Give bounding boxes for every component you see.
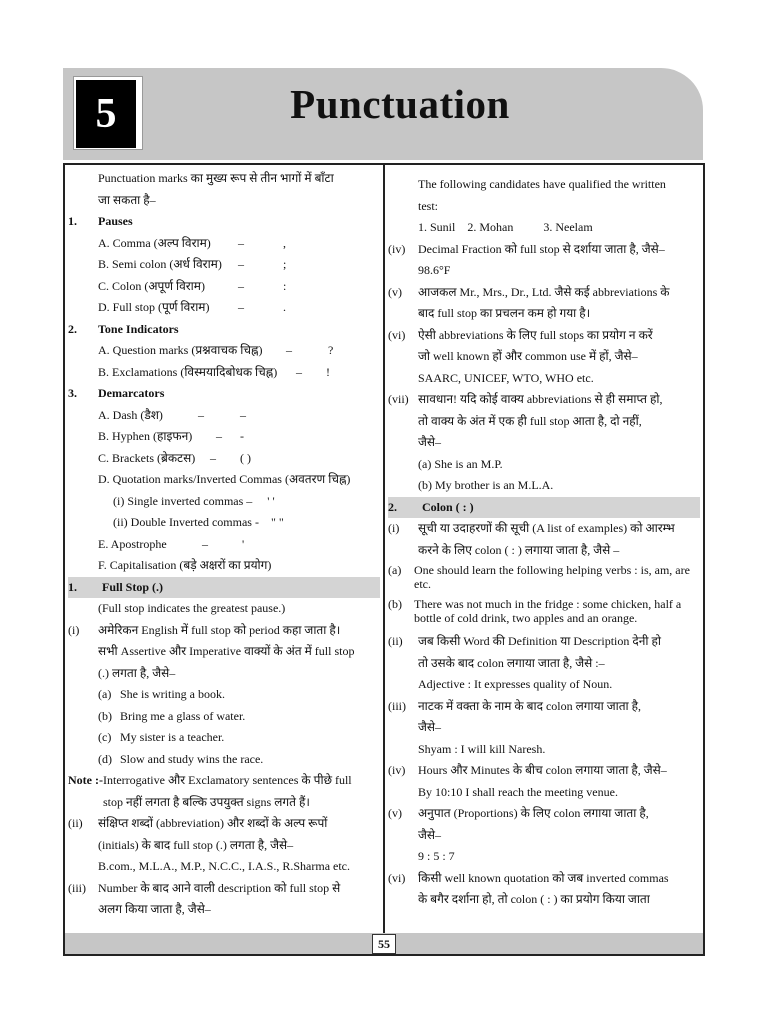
list-item: A. Dash (डैश) – – xyxy=(98,407,246,422)
section-heading: 3. Demarcators xyxy=(68,386,165,400)
list-item: A. Question marks (प्रश्नवाचक चिह्न) – ? xyxy=(98,343,334,357)
subsection-heading: 2. Colon ( : ) xyxy=(388,497,700,519)
list-item: (i) Single inverted commas – ' ' xyxy=(113,493,275,508)
intro-line: जा सकता है– xyxy=(98,192,156,207)
example: (b) There was not much in the fridge : some chicken, half a bottle of cold drink, two apples and an orange. xyxy=(388,597,682,625)
rule-item: (vii) सावधान! यदि कोई वाक्य abbreviations से ही समाप्त हो, तो वाक्य के अंत में एक ही full stop आता है, दो नहीं, जैसे– (a) She is an M.P. (b) My brother is an M.L.A. xyxy=(388,392,663,492)
example: (b) Bring me a glass of water. xyxy=(98,708,246,723)
list-item: B. Hyphen (हाइफन) – - xyxy=(98,429,244,443)
paragraph: test: xyxy=(418,198,438,213)
list-item: D. Full stop (पूर्ण विराम) – . xyxy=(98,300,286,314)
rule-item: (vi) ऐसी abbreviations के लिए full stops का प्रयोग न करें जो well known हों और common use में हों, जैसे– SAARC, UNICEF, WTO, WHO etc. xyxy=(388,327,653,385)
chapter-number: 5 xyxy=(76,80,136,148)
section-heading: 2. Tone Indicators xyxy=(68,321,179,336)
paragraph: The following candidates have qualified the written xyxy=(418,177,666,191)
rule-item: (v) अनुपात (Proportions) के लिए colon लगाया जाता है, जैसे– 9 : 5 : 7 xyxy=(388,806,649,863)
list-item: A. Comma (अल्प विराम) – , xyxy=(98,235,286,250)
rule-item: (vi) किसी well known quotation को जब inverted commas के बगैर दर्शाना हो, तो colon ( : ) का प्रयोग किया जाता xyxy=(388,870,669,906)
list-item: D. Quotation marks/Inverted Commas (अवतरण चिह्न) xyxy=(98,472,351,486)
example: (d) Slow and study wins the race. xyxy=(98,751,264,766)
rule-item: (iv) Hours और Minutes के बीच colon लगाया जाता है, जैसे– By 10:10 I shall reach the meeting venue. xyxy=(388,763,667,799)
list-item: (ii) Double Inverted commas - " " xyxy=(113,515,284,529)
list-item: B. Exclamations (विस्मयादिबोधक चिह्न) – ! xyxy=(98,364,330,379)
rule-item: (v) आजकल Mr., Mrs., Dr., Ltd. जैसे कई abbreviations के बाद full stop का प्रचलन कम हो गया है। xyxy=(388,284,670,320)
list-item: C. Colon (अपूर्ण विराम) – : xyxy=(98,278,287,293)
paragraph: 1. Sunil 2. Mohan 3. Neelam xyxy=(418,220,593,234)
list-item: E. Apostrophe – ' xyxy=(98,536,245,551)
paragraph: (Full stop indicates the greatest pause.) xyxy=(98,601,286,615)
rule-item: (iv) Decimal Fraction को full stop से दर्शाया जाता है, जैसे– 98.6°F xyxy=(388,241,665,277)
column-divider xyxy=(383,163,385,933)
chapter-title: Punctuation xyxy=(290,81,510,127)
section-heading: 1. Pauses xyxy=(68,214,133,228)
rule-item: (iii) नाटक में वक्ता के नाम के बाद colon लगाया जाता है, जैसे– Shyam : I will kill Naresh. xyxy=(388,698,642,756)
intro-line: Punctuation marks का मुख्य रूप से तीन भागों में बाँटा xyxy=(98,171,334,185)
list-item: F. Capitalisation (बड़े अक्षरों का प्रयोग) xyxy=(98,558,272,572)
rule-item: (i) सूची या उदाहरणों की सूची (A list of examples) को आरम्भ करने के लिए colon ( : ) लगाया जाता है, जैसे – xyxy=(388,521,675,557)
subsection-heading: 1. Full Stop (.) xyxy=(68,577,380,599)
list-item: B. Semi colon (अर्ध विराम) – ; xyxy=(98,257,287,271)
example: (c) My sister is a teacher. xyxy=(98,730,225,744)
page-number: 55 xyxy=(372,934,396,954)
right-column xyxy=(388,168,700,911)
example: (a) She is writing a book. xyxy=(98,687,225,701)
rule-item: (iii) Number के बाद आने वाली description को full stop से अलग किया जाता है, जैसे– xyxy=(68,880,341,916)
rule-item: (ii) संक्षिप्त शब्दों (abbreviation) और शब्दों के अल्प रूपों (initials) के बाद full stop (.) लगता है, जैसे– B.com., M.L.A., M.P., N.C.C., I.A.S., R.Sharma etc. xyxy=(68,816,350,873)
rule-item: (ii) जब किसी Word की Definition या Description देनी हो तो उसके बाद colon लगाया जाता है, जैसे :– Adjective : It expresses quality of Noun. xyxy=(388,634,661,691)
note: Note :- Interrogative और Exclamatory sentences के पीछे full stop नहीं लगता है बल्कि उपयुक्त signs लगते हैं। xyxy=(68,773,352,809)
left-column xyxy=(68,168,380,921)
example: (a) One should learn the following helping verbs : is, am, are etc. xyxy=(388,563,690,591)
rule-item: (i) अमेरिकन English में full stop को period कहा जाता है। सभी Assertive और Imperative वाक्यों के अंत में full stop (.) लगता है, जैसे– xyxy=(68,622,355,680)
list-item: C. Brackets (ब्रेकटस) – ( ) xyxy=(98,450,251,465)
